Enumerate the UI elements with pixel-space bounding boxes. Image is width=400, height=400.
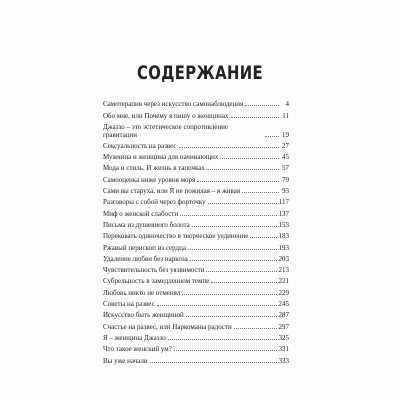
page-title: СОДЕРЖАНИЕ bbox=[136, 62, 264, 84]
toc-entry bbox=[103, 120, 289, 139]
toc-entry-page-number: 213 bbox=[278, 266, 289, 275]
toc-entry-title: Советы на развес bbox=[103, 300, 155, 309]
dot-leader bbox=[220, 158, 279, 159]
toc-entry bbox=[103, 218, 289, 229]
toc-entry bbox=[103, 206, 289, 217]
toc-entry bbox=[103, 331, 289, 342]
dot-leader bbox=[197, 181, 279, 182]
dot-leader bbox=[180, 215, 276, 216]
toc-entry-title: Мода и стиль. И жизнь в тапочках bbox=[103, 164, 205, 173]
dot-leader bbox=[207, 169, 279, 170]
dot-leader bbox=[208, 203, 277, 204]
toc-entry-page-number: 117 bbox=[278, 198, 289, 207]
toc-entry-page-number: 11 bbox=[282, 111, 289, 120]
toc-entry-page-number: 287 bbox=[278, 311, 289, 320]
toc-entry bbox=[103, 342, 289, 353]
toc-entry-page-number: 229 bbox=[278, 288, 289, 297]
toc-entry-page-number: 79 bbox=[282, 175, 289, 184]
toc-entry bbox=[103, 150, 289, 161]
toc-entry bbox=[103, 161, 289, 172]
dot-leader bbox=[250, 237, 276, 238]
toc-entry-title: Мужчина и женщина для начинающих bbox=[103, 153, 219, 162]
toc-entry-page-number: 193 bbox=[278, 243, 289, 252]
toc-entry-page-number: 19 bbox=[282, 130, 289, 139]
toc-entry-page-number: 153 bbox=[278, 220, 289, 229]
dot-leader bbox=[231, 117, 279, 118]
toc-entry bbox=[103, 195, 289, 206]
toc-entry bbox=[103, 285, 289, 296]
toc-entry-title: Любовь никто не отменял bbox=[103, 288, 181, 297]
toc-entry-title: Субрельность в замедленном темпе bbox=[103, 277, 210, 286]
toc-entry-title: Миф о женской слабости bbox=[103, 209, 179, 218]
dot-leader bbox=[192, 226, 277, 227]
toc-entry-title: Удаление любви без наркоза bbox=[103, 254, 188, 263]
dot-leader bbox=[150, 362, 277, 363]
toc-entry-title: Чувствительность без уязвимости bbox=[103, 266, 205, 275]
dot-leader bbox=[206, 271, 276, 272]
toc-entry-page-number: 93 bbox=[282, 187, 289, 196]
toc-entry-title: Джаззо – это эстетическое сопротивление гравитации bbox=[103, 122, 228, 139]
toc-entry-title: Перековать одиночество в творческое уединение bbox=[103, 232, 249, 241]
dot-leader bbox=[186, 316, 277, 317]
dot-leader bbox=[234, 328, 277, 329]
toc-entry bbox=[103, 108, 289, 119]
toc-entry-title: Письма из душевного болота bbox=[103, 220, 190, 229]
dot-leader bbox=[179, 147, 279, 148]
dot-leader bbox=[190, 260, 277, 261]
toc-entry bbox=[103, 252, 289, 263]
toc-entry-page-number: 331 bbox=[278, 345, 289, 354]
toc-entry bbox=[103, 229, 289, 240]
toc-entry-page-number: 203 bbox=[278, 254, 289, 263]
toc-entry-title: Сексуальность на развес bbox=[103, 141, 177, 150]
dot-leader bbox=[211, 282, 276, 283]
toc-entry-page-number: 137 bbox=[278, 209, 289, 218]
toc-entry-page-number: 245 bbox=[278, 300, 289, 309]
toc-entry-page-number: 57 bbox=[282, 164, 289, 173]
toc-entry bbox=[103, 297, 289, 308]
toc-entry-title: Что такое женский ум? bbox=[103, 345, 172, 354]
toc-entry-page-number: 183 bbox=[278, 232, 289, 241]
toc-entry-title: Вы уже начали bbox=[103, 356, 148, 365]
toc-entry-title: Счастье на развес, или Наркоманы радости bbox=[103, 322, 232, 331]
toc-entry-page-number: 27 bbox=[282, 141, 289, 150]
toc-entry bbox=[103, 184, 289, 195]
toc-entry bbox=[103, 319, 289, 330]
dot-leader bbox=[168, 339, 277, 340]
toc-entry-title: Сами вы старуха, или Я не пожилая – я живая bbox=[103, 187, 241, 196]
toc-entry bbox=[103, 97, 289, 108]
toc-entry bbox=[103, 240, 289, 251]
toc-entry bbox=[103, 353, 289, 364]
toc-entry-page-number: 221 bbox=[278, 277, 289, 286]
table-of-contents bbox=[103, 97, 289, 365]
dot-leader bbox=[242, 192, 279, 193]
toc-entry-title: Я – женщина Джаззо bbox=[103, 333, 166, 342]
dot-leader bbox=[174, 350, 277, 351]
dot-leader bbox=[188, 249, 277, 250]
toc-entry bbox=[103, 263, 289, 274]
toc-entry bbox=[103, 308, 289, 319]
dot-leader bbox=[157, 305, 277, 306]
toc-entry-page-number: 297 bbox=[278, 322, 289, 331]
toc-entry-page-number: 325 bbox=[278, 333, 289, 342]
toc-entry-title: Обо мне, или Почему я пишу о женщинах bbox=[103, 111, 229, 120]
toc-entry-title: Самотерапия через искусство самонаблюдения bbox=[103, 100, 244, 109]
toc-entry bbox=[103, 172, 289, 183]
toc-entry-title: Самооценка ниже уровня моря bbox=[103, 175, 196, 184]
dot-leader bbox=[245, 105, 279, 106]
dot-leader bbox=[182, 294, 276, 295]
toc-entry-page-number: 4 bbox=[285, 100, 289, 109]
toc-entry-title: Разговоры с собой через форточку bbox=[103, 198, 206, 207]
toc-entry-title: Ржавый перископ из сердца bbox=[103, 243, 186, 252]
dot-leader bbox=[265, 136, 279, 137]
toc-entry-title: Искусство быть женщиной bbox=[103, 311, 184, 320]
toc-entry bbox=[103, 274, 289, 285]
toc-entry-page-number: 45 bbox=[282, 153, 289, 162]
toc-entry bbox=[103, 139, 289, 150]
toc-entry-page-number: 333 bbox=[278, 356, 289, 365]
